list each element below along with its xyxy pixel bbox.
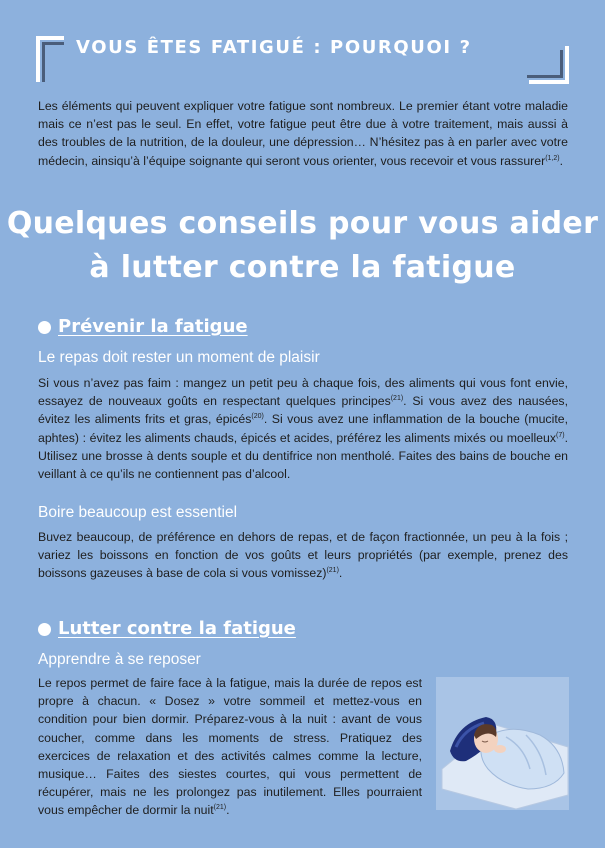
footnote-ref: (21): [326, 567, 339, 575]
paragraph-text: Buvez beaucoup, de préférence en dehors de repas, et de façon fractionnée, un peu à la fois ; variez les boissons en fonction de vos goûts et leurs propriétés (par exemple, prenez des boissons gazeuses à base de cola si vous vomissez): [38, 530, 568, 581]
bullet-icon: [38, 623, 51, 636]
footnote-ref: (21): [213, 804, 227, 812]
footnote-ref: (21): [390, 395, 404, 403]
section-heading-lutter: [38, 618, 296, 639]
paragraph-text: Si vous n’avez pas faim : mangez un petit peu à chaque fois, des aliments qui vous font envie, essayez de nouveaux goûts en respectant quelques principes: [38, 376, 568, 409]
footnote-ref: (20): [251, 413, 264, 421]
main-title: [0, 202, 605, 290]
footnote-ref: (1,2): [545, 154, 560, 162]
paragraph-boire: [38, 528, 568, 583]
main-title-line-2: à lutter contre la fatigue: [89, 250, 516, 285]
bracket-right-shadow: [527, 50, 563, 78]
footnote-ref: (7): [556, 431, 565, 439]
intro-text: Les éléments qui peuvent expliquer votre fatigue sont nombreux. Le premier étant votre maladie mais ce n’est pas le seul. En effet, votre fatigue peut être due à votre traitement, mais aussi à des troubles de la nutrition, de la douleur, une dépression… N’hésitez pas à en parler avec votre médecin, ainsiqu’à l’équipe soignante qui seront vous orienter, vous recevoir et vous rassurer: [38, 99, 568, 168]
paragraph-text: .: [226, 803, 230, 818]
paragraph-text: . Utilisez une brosse à dents souple et du dentifrice non mentholé. Faites des bains de bouche en veillant à ce qu’ils ne contiennent pas d’alcool.: [38, 430, 568, 482]
sleeping-person-illustration: [436, 677, 569, 810]
paragraph-repos: [38, 674, 422, 820]
intro-end: .: [559, 153, 564, 168]
bullet-icon: [38, 321, 51, 334]
subheading-boire: Boire beaucoup est essentiel: [38, 504, 238, 521]
bracket-left-shadow: [42, 42, 64, 82]
section-heading-prevenir: [38, 316, 248, 337]
paragraph-text: . Si vous avez des nausées, évitez les aliments frits et gras, épicés: [38, 394, 568, 427]
main-title-line-1: Quelques conseils pour vous aider: [6, 206, 599, 241]
subheading-repas: Le repas doit rester un moment de plaisir: [38, 349, 320, 366]
sleeping-person-icon: [436, 677, 569, 810]
paragraph-text: . Si vous avez une inflammation de la bouche (mucite, aphtes) : évitez les aliments chauds, épicés et acides, préférez les aliments mixés ou moelleux: [38, 412, 568, 445]
section-title: Prévenir la fatigue: [58, 316, 248, 337]
section-title: Lutter contre la fatigue: [58, 618, 296, 639]
subheading-repos: Apprendre à se reposer: [38, 651, 201, 668]
paragraph-text: .: [338, 566, 343, 581]
paragraph-text: Le repos permet de faire face à la fatigue, mais la durée de repos est propre à chacun. « Dosez » votre sommeil et mettez-vous en condition pour bien dormir. Préparez-vous à la nuit : avant de vous coucher, comme dans les moments de stress. Pratiquez des exercices de relaxation et des activités calmes comme la lecture, musique… Faites des siestes courtes, qui vous permettent de récupérer, mais ne les prolongez pas inutilement. Elles pourraient vous empêcher de dormir la nuit: [38, 676, 422, 818]
section-banner: [36, 36, 569, 84]
paragraph-repas: [38, 374, 568, 483]
banner-title: VOUS ÊTES FATIGUÉ : POURQUOI ?: [76, 37, 472, 58]
intro-paragraph: [38, 97, 568, 170]
